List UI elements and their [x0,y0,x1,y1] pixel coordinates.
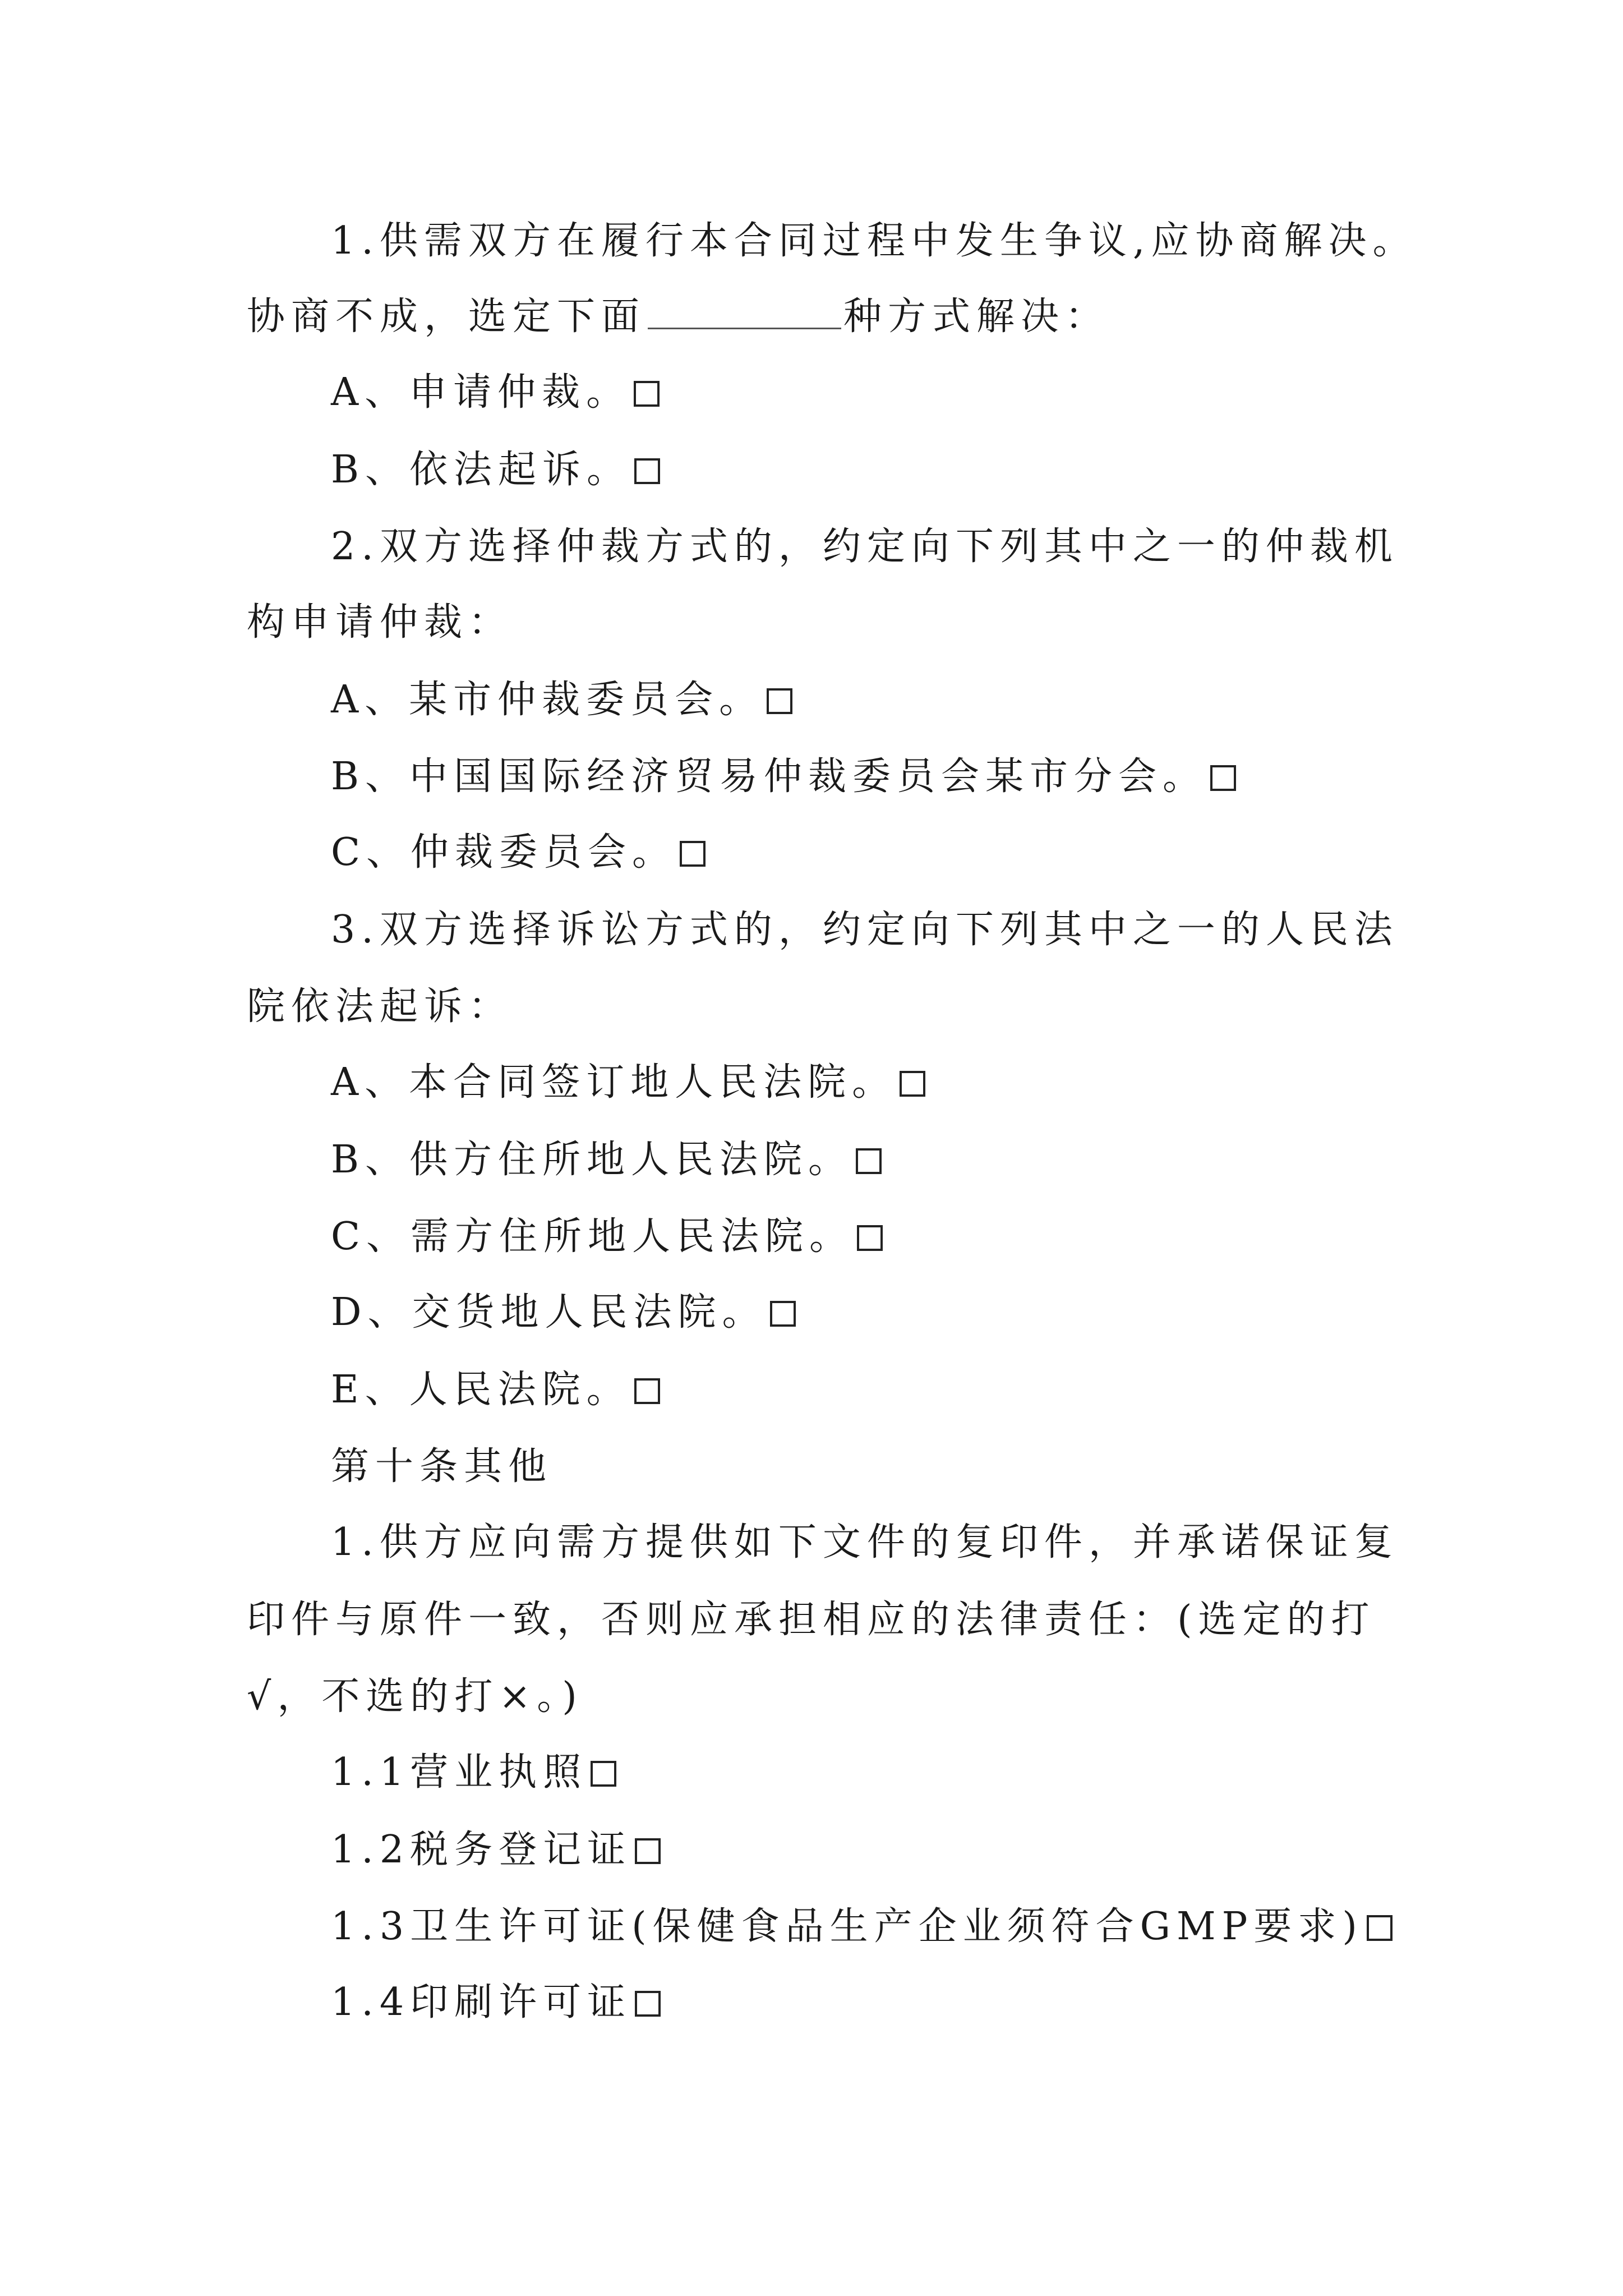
checkbox[interactable] [634,1378,660,1404]
clause-9-2-line-2 [247,595,513,651]
option-label: 1.1营业执照 [331,1750,588,1795]
option-label: E、人民法院。 [331,1368,631,1412]
option-label: A、某市仲裁委员会。 [331,678,764,722]
checkbox[interactable] [900,1071,925,1097]
doc-health-permit [331,1899,1393,1955]
text: 院依法起诉： [247,984,513,1029]
option-label: D、交货地人民法院。 [331,1290,767,1335]
option-label: A、申请仲裁。 [331,370,631,415]
option-label: C、仲裁委员会。 [331,830,677,875]
option-arbitration-commission [331,825,706,881]
clause-10-1-line-3 [247,1669,583,1725]
text: 印件与原件一致，否则应承担相应的法律责任：(选定的打 [247,1598,1376,1642]
option-signing-court [331,1055,925,1111]
text: 种方式解决： [843,295,1110,339]
option-label: B、依法起诉。 [331,448,631,492]
option-supplier-court [331,1132,882,1188]
text: 1.供方应向需方提供如下文件的复印件，并承诺保证复 [331,1520,1399,1565]
option-label: C、需方住所地人民法院。 [331,1214,854,1259]
checkbox[interactable] [634,458,660,484]
clause-9-1-line-1 [331,213,1417,269]
doc-business-license [331,1745,616,1801]
option-city-arbitration [331,672,792,728]
option-label: B、供方住所地人民法院。 [331,1138,852,1182]
checkbox[interactable] [634,381,660,407]
clause-10-1-line-2 [247,1592,1376,1648]
option-people-court [331,1362,660,1418]
text: 2.双方选择仲裁方式的，约定向下列其中之一的仲裁机 [331,524,1399,569]
clause-9-3-line-1 [331,902,1399,958]
checkbox[interactable] [680,841,706,867]
checkbox[interactable] [635,1838,661,1864]
option-label: 1.4印刷许可证 [331,1980,632,2024]
option-delivery-court [331,1285,796,1341]
option-lawsuit [331,442,660,498]
text: 1.供需双方在履行本合同过程中发生争议,应协商解决。 [331,219,1417,263]
doc-tax-registration [331,1822,661,1878]
article-10-heading [331,1439,552,1495]
doc-printing-permit [331,1975,661,2031]
option-label: 1.3卫生许可证(保健食品生产企业须符合GMP要求) [331,1904,1363,1949]
clause-9-3-line-2 [247,979,513,1035]
clause-9-2-line-1 [331,519,1399,575]
option-label: B、中国国际经济贸易仲裁委员会某市分会。 [331,754,1207,799]
text: √，不选的打×。) [247,1674,583,1719]
checkbox[interactable] [1367,1915,1393,1941]
fill-in-blank[interactable] [648,293,841,329]
text: 构申请仲裁： [247,600,513,645]
heading-text: 第十条其他 [331,1444,553,1489]
option-label: A、本合同签订地人民法院。 [331,1060,897,1105]
option-buyer-court [331,1209,883,1265]
option-label: 1.2税务登记证 [331,1828,632,1872]
text: 协商不成，选定下面 [247,295,646,339]
clause-10-1-line-1 [331,1515,1399,1571]
checkbox[interactable] [770,1301,796,1327]
clause-9-1-line-2 [247,289,1109,345]
checkbox[interactable] [857,1225,883,1251]
checkbox[interactable] [635,1991,661,2017]
checkbox[interactable] [591,1761,616,1787]
checkbox[interactable] [856,1148,882,1174]
option-arbitration [331,365,660,421]
option-cietac-branch [331,749,1236,805]
checkbox[interactable] [767,688,792,714]
text: 3.双方选择诉讼方式的，约定向下列其中之一的人民法 [331,908,1399,952]
checkbox[interactable] [1210,765,1236,791]
